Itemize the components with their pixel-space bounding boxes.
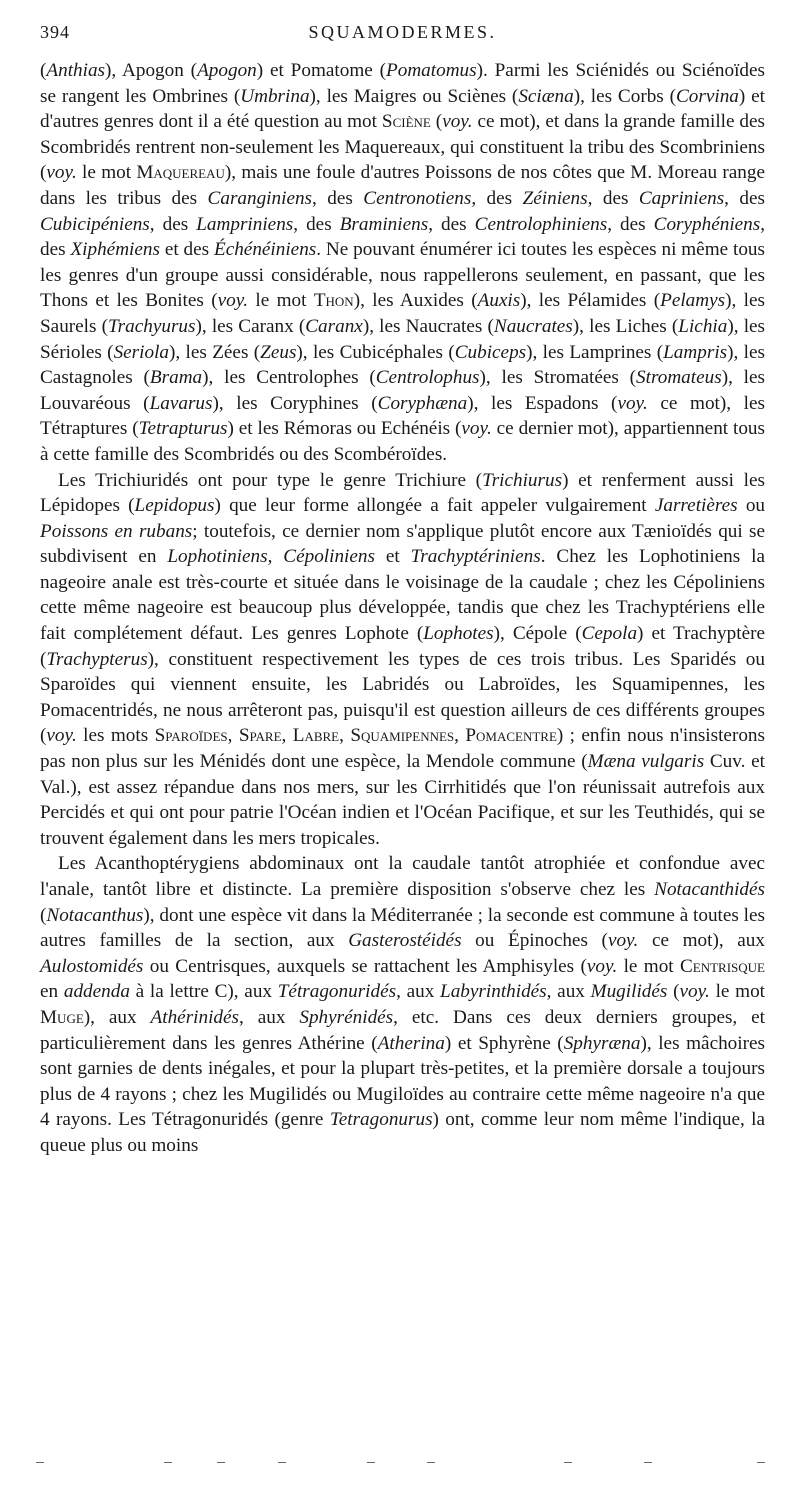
text-run: ou Centrisques, auxquels se rattachent les Amphisyles ( — [143, 955, 587, 977]
italic-run: Atherina — [377, 1032, 445, 1054]
text-run: ) et renferment aussi les Lépidopes ( — [40, 469, 765, 517]
text-run: , — [339, 725, 351, 747]
italic-run: Caranginiens — [207, 187, 313, 209]
italic-run: Notacanthus — [46, 904, 144, 926]
italic-run: Centronotiens — [363, 187, 472, 209]
text-run: les mots — [76, 725, 155, 747]
text-run: ce mot), les Tétraptures ( — [40, 392, 765, 440]
text-run: , aux — [546, 981, 591, 1003]
small-caps-run: Pomacentre — [465, 725, 557, 747]
text-run: ), les Saurels ( — [40, 290, 765, 337]
italic-run: voy. — [607, 930, 639, 952]
text-run: ) et Sphyrène ( — [444, 1032, 564, 1054]
italic-run: Poissons en rubans — [40, 520, 193, 542]
text-run: ), les Stromatées ( — [479, 367, 637, 389]
text-run: , des — [607, 213, 654, 235]
text-run: . Chez les Lophotiniens la nageoire anale est très-courte et située dans le voisinage de la caudale ; chez les Cépoliniens cette même nageoire est beaucoup plus développée, tandis que chez les Trachyptériens elle fait complétement défaut. Les genres Lophote ( — [40, 546, 765, 645]
italic-run: Brama — [149, 367, 203, 389]
text-run: et — [374, 546, 411, 568]
italic-run: voy. — [586, 955, 618, 977]
italic-run: Seriola — [113, 341, 169, 363]
text-run: ), dont une espèce vit dans la Méditerranée ; la seconde est commune à toutes les autres familles de la section, aux — [40, 904, 765, 952]
small-caps-run: Sparoïdes — [154, 725, 228, 747]
text-run: ), Apogon ( — [105, 60, 198, 81]
italic-run: Lophotiniens — [167, 546, 268, 568]
scan-mark — [217, 1462, 225, 1463]
scan-mark — [164, 1462, 172, 1463]
italic-run: Braminiens — [339, 213, 429, 235]
page-header — [40, 22, 765, 48]
text-run: , — [281, 725, 293, 747]
italic-run: Stromateus — [636, 367, 722, 389]
text-run: ( — [430, 111, 443, 133]
text-run: ). Parmi les Sciénidés ou Sciénoïdes se rangent les Ombrines ( — [40, 60, 766, 107]
italic-run: Labyrinthidés — [440, 981, 547, 1003]
italic-run: Cubiceps — [454, 341, 527, 363]
italic-run: voy. — [679, 981, 710, 1003]
text-run: et des — [159, 239, 214, 261]
italic-run: Lampris — [663, 341, 728, 363]
text-run: ( — [40, 904, 47, 926]
italic-run: Tetragonurus — [329, 1109, 433, 1131]
text-run: ou Épinoches ( — [461, 930, 608, 952]
text-run: . Ne pouvant énumérer ici toutes les espèces ni même tous les genres d'un groupe aussi considérable, nous rappellerons seulement, en passant, que les Thons et les Bonites ( — [40, 239, 765, 312]
text-run: Les Trichiuridés ont pour type le genre Trichiure ( — [58, 469, 483, 491]
italic-run: Xiphémiens — [70, 239, 160, 261]
text-run: , des — [40, 213, 766, 261]
text-run: ), les Sérioles ( — [40, 315, 766, 363]
scan-mark — [278, 1462, 286, 1463]
text-run: le mot — [76, 162, 137, 184]
text-run: ), les Caranx ( — [195, 315, 306, 337]
text-run: en — [40, 981, 64, 1003]
small-caps-run: Centrisque — [679, 955, 765, 977]
text-run: ( — [40, 60, 47, 81]
italic-run: Pelamys — [660, 290, 726, 312]
italic-run: Auxis — [477, 290, 521, 312]
italic-run: Zeus — [260, 341, 297, 363]
text-run: ) et Trachyptère ( — [40, 623, 765, 670]
italic-run: Zéiniens — [522, 187, 588, 209]
scan-mark — [757, 1462, 765, 1463]
text-run: ce mot), et dans la grande famille des Scombridés rentrent non-seulement les Maquereaux, qui constituent la tribu des Scombriniens ( — [40, 111, 766, 184]
text-run: ; toutefois, ce dernier nom s'applique plutôt encore aux Tænioïdés qui se subdivisent en — [40, 520, 766, 568]
italic-run: addenda — [63, 981, 130, 1003]
italic-run: Aulostomidés — [40, 955, 144, 977]
text-run: ), les Lamprines ( — [526, 341, 664, 363]
page-number: 394 — [40, 22, 70, 42]
small-caps-run: Labre — [292, 725, 340, 747]
text-run: ), les mâchoires sont garnies de dents inégales, et pour la plupart très-petites, et la première dorsale a toujours plus de 4 rayons ; chez les Mugilidés ou Mugiloïdes au contraire cette même nageoire n'a que 4 rayons. Les Tétragonuridés (genre — [40, 1032, 765, 1131]
italic-run: Lavarus — [149, 392, 213, 414]
running-head: SQUAMODERMES. — [308, 22, 497, 42]
text-run: ), les Liches ( — [572, 315, 679, 337]
text-run: ), les Coryphines ( — [212, 392, 378, 414]
text-run: ( — [667, 981, 680, 1003]
small-caps-run: Maquereau — [136, 162, 225, 184]
text-run: ), les Louvaréous ( — [40, 367, 765, 414]
small-caps-run: Spare — [238, 725, 282, 747]
scan-mark — [367, 1462, 375, 1463]
text-run: ), les Castagnoles ( — [40, 341, 765, 389]
italic-run: Corvina — [676, 85, 739, 107]
text-run: ), les Pélamides ( — [520, 290, 661, 312]
text-run: ), constituent respectivement les types de ces trois tribus. Les Sparidés ou Sparoïdes qui viennent ensuite, les Labridés ou Labroïdes, les Squamipennes, les Pomacentridés, ne nous arrêteront pas, puisqu'il est question ailleurs de ces différents groupes ( — [40, 648, 765, 747]
text-run: ce mot), aux — [638, 930, 765, 952]
paragraph — [40, 468, 765, 852]
italic-run: Pomatomus — [386, 60, 477, 81]
small-caps-run: Squamipennes — [350, 725, 455, 747]
italic-run: Capriniens — [638, 187, 725, 209]
italic-run: Gasterostéidés — [348, 930, 462, 952]
italic-run: voy. — [461, 418, 492, 440]
text-run: ) ; enfin nous n'insisterons pas non plus sur les Ménidés dont une espèce, la Mendole commune ( — [40, 725, 765, 773]
text-run: , aux — [396, 981, 441, 1003]
italic-run: Cepola — [581, 623, 638, 645]
page — [40, 22, 765, 1159]
text-run: ), les Auxides ( — [353, 290, 478, 312]
text-run: ) et d'autres genres dont il a été question au mot — [40, 85, 765, 133]
italic-run: Tétragonuridés — [277, 981, 397, 1003]
text-run: , des — [149, 213, 197, 235]
text-run: le mot — [709, 981, 766, 1003]
italic-run: voy. — [46, 725, 77, 747]
small-caps-run: Sciène — [381, 111, 431, 133]
text-run: , des — [428, 213, 475, 235]
italic-run: voy. — [46, 162, 77, 184]
text-run: ), Cépole ( — [493, 623, 582, 645]
italic-run: Umbrina — [240, 85, 310, 107]
text-run: Cuv. et Val.), est assez répandue dans nos mers, sur les Cirrhitidés que l'on réunissait autrefois aux Percidés et qui ont pour patrie l'Océan indien et l'Océan Pacifique, et sur les Teuthidés, qui se trouvent également dans les mers tropicales. — [40, 751, 765, 849]
small-caps-run: Thon — [313, 290, 354, 312]
italic-run: Cubicipéniens — [40, 213, 150, 235]
text-run: ), les Espadons ( — [467, 392, 618, 414]
text-run: ), les Maigres ou Sciènes ( — [309, 85, 519, 107]
italic-run: Anthias — [46, 60, 106, 81]
italic-run: Trachyptériniens — [410, 546, 541, 568]
text-run: , des — [293, 213, 340, 235]
italic-run: voy. — [217, 290, 248, 312]
text-run: ), les Corbs ( — [573, 85, 676, 107]
italic-run: Mugilidés — [590, 981, 668, 1003]
italic-run: voy. — [617, 392, 648, 414]
italic-run: Sphyrénidés — [299, 1006, 394, 1028]
italic-run: Centrolophus — [375, 367, 480, 389]
italic-run: Coryphéniens — [653, 213, 761, 235]
italic-run: Trachyurus — [108, 315, 196, 337]
italic-run: Sphyræna — [563, 1032, 641, 1054]
italic-run: Notacanthidés — [654, 879, 765, 900]
italic-run: Trichiurus — [482, 469, 563, 491]
text-run: , des — [724, 187, 765, 209]
text-run: ) ont, comme leur nom même l'indique, la queue plus ou moins — [40, 1109, 765, 1156]
text-run: , des — [312, 187, 364, 209]
scan-mark — [36, 1462, 44, 1463]
text-run: ), mais une foule d'autres Poissons de nos côtes que M. Moreau range dans les tribus des — [40, 162, 765, 209]
text-run: , — [267, 546, 284, 568]
italic-run: Apogon — [197, 60, 257, 81]
paragraph — [40, 58, 765, 468]
italic-run: Naucrates — [493, 315, 573, 337]
italic-run: Trachypterus — [46, 648, 148, 670]
italic-run: Athérinidés — [150, 1006, 239, 1028]
italic-run: Mæna vulgaris — [587, 751, 705, 773]
italic-run: Lepidopus — [134, 495, 215, 517]
text-run: le mot — [617, 955, 680, 977]
italic-run: Coryphæna — [377, 392, 468, 414]
text-run: , — [454, 725, 466, 747]
italic-run: voy. — [442, 111, 473, 133]
small-caps-run: Muge — [40, 1006, 84, 1028]
text-run: ) que leur forme allongée a fait appeler vulgairement — [214, 495, 655, 517]
italic-run: Tetrapturus — [138, 418, 228, 440]
scan-mark — [564, 1462, 572, 1463]
paragraph — [40, 851, 765, 1158]
text-run: , — [227, 725, 239, 747]
text-run: ) et Pomatome ( — [256, 60, 386, 81]
text-run: ), les Cubicéphales ( — [296, 341, 455, 363]
body-text — [40, 58, 765, 1159]
italic-run: Centrolophiniens — [474, 213, 608, 235]
italic-run: Caranx — [305, 315, 363, 337]
text-run: le mot — [248, 290, 314, 312]
text-run: ) et les Rémoras ou Echénéis ( — [227, 418, 462, 440]
text-run: ), les Zées ( — [169, 341, 261, 363]
text-run: , des — [587, 187, 639, 209]
scan-mark — [427, 1462, 435, 1463]
scan-mark — [644, 1462, 652, 1463]
text-run: ), les Naucrates ( — [362, 315, 494, 337]
italic-run: Lampriniens — [196, 213, 294, 235]
text-run: , des — [471, 187, 523, 209]
text-run: ce dernier mot), appartiennent tous à cette famille des Scombridés ou des Scombéroïdes. — [40, 418, 765, 465]
italic-run: Cépoliniens — [283, 546, 375, 568]
italic-run: Lophotes — [423, 623, 494, 645]
italic-run: Jarretières — [654, 495, 738, 517]
text-run: ), les Centrolophes ( — [202, 367, 376, 389]
italic-run: Lichia — [678, 315, 728, 337]
text-run: , aux — [239, 1006, 300, 1028]
text-run: Les Acanthoptérygiens abdominaux ont la caudale tantôt atrophiée et confondue avec l'anale, tantôt libre et distincte. La première disposition s'observe chez les — [40, 853, 765, 900]
footer-marks — [40, 1462, 765, 1472]
italic-run: Sciæna — [518, 85, 574, 107]
text-run: ), aux — [83, 1006, 151, 1028]
text-run: à la lettre C), aux — [129, 981, 278, 1003]
text-run: ou — [737, 495, 765, 517]
italic-run: Échénéiniens — [213, 239, 317, 261]
text-run: , etc. Dans ces deux derniers groupes, et particulièrement dans les genres Athérine ( — [40, 1006, 765, 1054]
